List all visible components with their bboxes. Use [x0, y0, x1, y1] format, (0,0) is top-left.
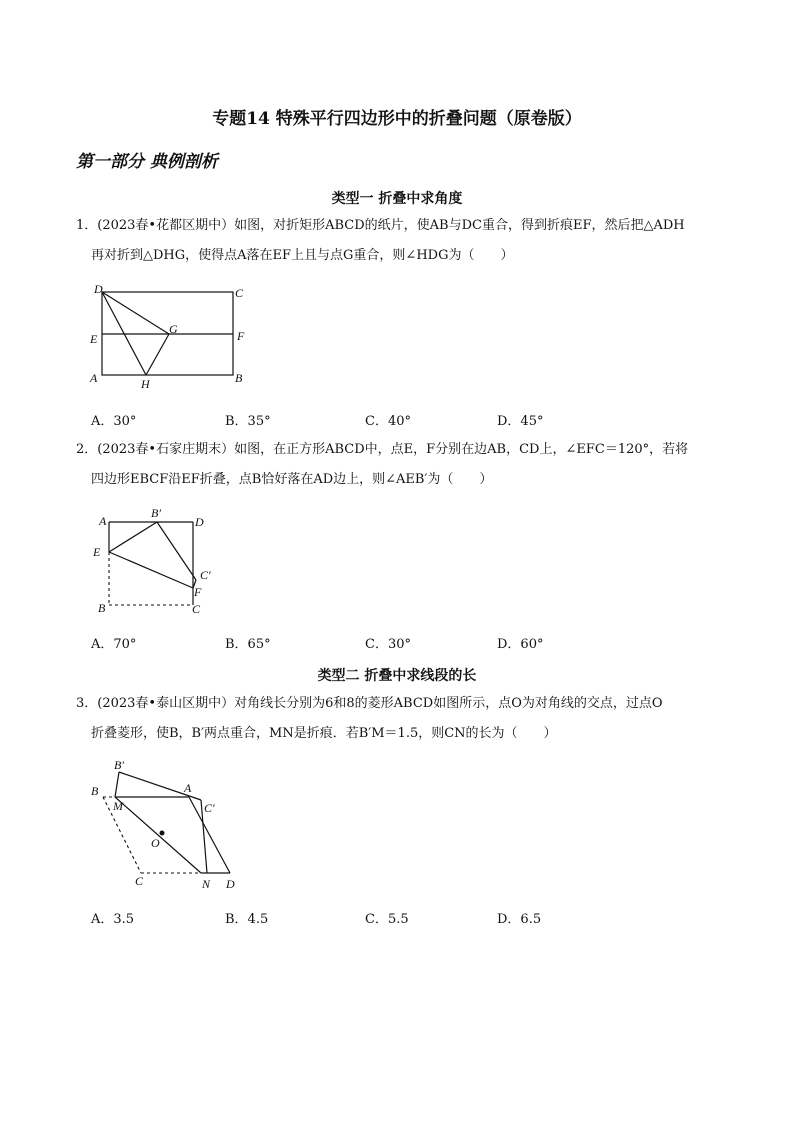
section-heading-2: 类型二 折叠中求线段的长: [317, 668, 477, 684]
fig3-label-b1: B′: [114, 758, 124, 772]
fig1-label-g: G: [169, 322, 178, 336]
fig2-label-f: F: [194, 585, 202, 599]
q3-option-b[interactable]: B．4.5: [225, 912, 269, 927]
question-2-number: 2．: [76, 442, 98, 457]
q1-option-d[interactable]: D．45°: [497, 414, 544, 429]
question-1: [76, 211, 726, 271]
q3-option-a[interactable]: A．3.5: [91, 912, 135, 927]
question-3-number: 3．: [76, 696, 98, 711]
section-heading-1: 类型一 折叠中求角度: [331, 191, 463, 207]
fig3-label-n: N: [202, 877, 211, 891]
fig3-point-o: [160, 831, 165, 836]
q2-option-d[interactable]: D．60°: [497, 637, 544, 652]
part-heading: 第一部分 典例剖析: [76, 152, 218, 172]
fig2-line-eb1: [109, 522, 157, 552]
question-3-line2: 折叠菱形，使B，B′两点重合，MN是折痕．若B′M＝1.5，则CN的长为（ ）: [91, 726, 557, 741]
question-3-line1: (2023春•泰山区期中）对角线长分别为6和8的菱形ABCD如图所示，点O为对角线的交点，过点O: [97, 696, 663, 711]
fig1-line-gh: [146, 334, 169, 375]
fig1-label-b: B: [235, 371, 243, 385]
q1-option-b[interactable]: B．35°: [225, 414, 271, 429]
fig2-label-c1: C′: [200, 568, 211, 582]
q3-option-d[interactable]: D．6.5: [497, 912, 542, 927]
fig3-crease-mn: [115, 797, 201, 873]
figure-1-rectangle: [85, 282, 255, 392]
fig3-label-d: D: [226, 877, 235, 891]
q1-option-c[interactable]: C．40°: [365, 414, 411, 429]
page-title: 专题14 特殊平行四边形中的折叠问题（原卷版）: [212, 109, 582, 129]
fig3-label-m: M: [113, 799, 123, 813]
fig2-label-a: A: [99, 514, 107, 528]
question-2-line2: 四边形EBCF沿EF折叠，点B恰好落在AD边上，则∠AEB′为（ ）: [91, 472, 493, 487]
question-1-line2: 再对折到△DHG，使得点A落在EF上且与点G重合，则∠HDG为（ ）: [91, 248, 514, 263]
q1-option-a[interactable]: A．30°: [91, 414, 137, 429]
fig1-line-dg: [102, 292, 169, 334]
q2-option-a[interactable]: A．70°: [91, 637, 137, 652]
fig1-label-d: D: [94, 282, 103, 296]
fig3-label-o: O: [151, 836, 160, 850]
fig3-line-b1m: [115, 772, 119, 797]
q2-option-b[interactable]: B．65°: [225, 637, 271, 652]
fig1-label-a: A: [90, 371, 98, 385]
question-2: [76, 435, 726, 495]
fig3-label-a: A: [184, 781, 192, 795]
fig1-label-c: C: [235, 286, 244, 300]
fig3-label-c1: C′: [204, 801, 215, 815]
fig1-label-e: E: [90, 332, 98, 346]
fig3-label-c: C: [135, 874, 144, 888]
fig1-label-f: F: [237, 329, 245, 343]
fig2-line-b1c1: [157, 522, 196, 580]
q2-option-c[interactable]: C．30°: [365, 637, 411, 652]
fig2-label-e: E: [93, 545, 101, 559]
question-1-number: 1．: [76, 218, 98, 233]
question-2-line1: (2023春•石家庄期末）如图，在正方形ABCD中，点E，F分别在边AB，CD上，∠EFC＝120°，若将: [97, 442, 689, 457]
question-3: [76, 689, 726, 749]
figure-2-square: [92, 505, 222, 615]
q3-option-c[interactable]: C．5.5: [365, 912, 409, 927]
question-1-line1: (2023春•花都区期中）如图，对折矩形ABCD的纸片，使AB与DC重合，得到折痕EF，然后把△ADH: [97, 218, 685, 233]
fig2-label-b1: B′: [151, 506, 161, 520]
fig2-label-c: C: [192, 602, 201, 616]
figure-3-rhombus: [85, 757, 245, 892]
fig1-label-h: H: [141, 377, 150, 391]
fig2-label-b: B: [98, 601, 106, 615]
fig3-label-b: B: [91, 784, 99, 798]
fig2-label-d: D: [195, 515, 204, 529]
